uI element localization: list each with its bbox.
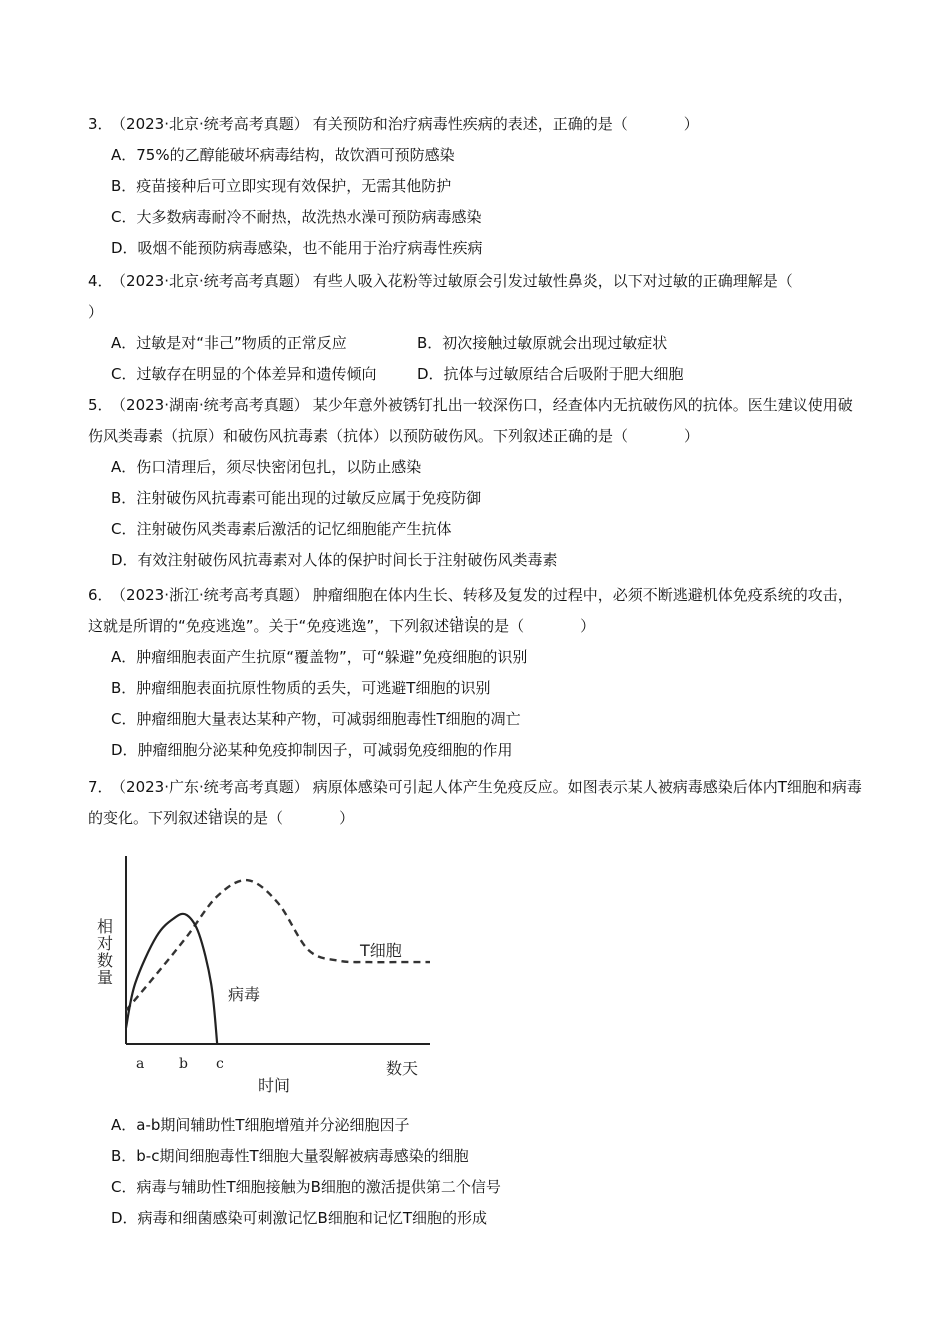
- stem-close: ）: [88, 303, 104, 321]
- stem-text-end: 的是（: [479, 617, 525, 635]
- stem-close: ）: [580, 617, 596, 635]
- question-source: （2023·湖南·统考高考真题）: [118, 396, 309, 414]
- stem-text: 病原体感染可引起人体产生免疫反应。如图表示某人被病毒感染后体内T细胞和病毒的变化。下列叙述: [88, 778, 862, 827]
- question-source: （2023·北京·统考高考真题）: [118, 272, 309, 290]
- option-d[interactable]: D．有效注射破伤风抗毒素对人体的保护时间长于注射破伤风类毒素: [111, 551, 558, 569]
- y-axis-label-char: 量: [97, 968, 114, 987]
- option-c[interactable]: C．大多数病毒耐冷不耐热，故洗热水澡可预防病毒感染: [111, 208, 482, 226]
- stem-text: 肿瘤细胞在体内生长、转移及复发的过程中，必须不断逃避机体免疫系统的攻击，这就是所谓的“免疫逃逸”。关于“免疫逃逸”，下列叙述: [88, 586, 853, 635]
- option-a[interactable]: A．肿瘤细胞表面产生抗原“覆盖物”，可“躲避”免疫细胞的识别: [111, 648, 528, 666]
- option-c[interactable]: C．病毒与辅助性T细胞接触为B细胞的激活提供第二个信号: [111, 1178, 501, 1196]
- y-axis-label-char: 对: [97, 934, 114, 953]
- question-6: [88, 580, 863, 766]
- emphasis-char: 错: [449, 617, 465, 635]
- stem-close: ）: [339, 809, 355, 827]
- question-stem: [88, 266, 863, 328]
- option-a[interactable]: A．过敏是对“非己”物质的正常反应: [111, 334, 347, 352]
- x-tick-b: b: [179, 1056, 188, 1072]
- option-c[interactable]: C．过敏存在明显的个体差异和遗传倾向: [111, 365, 377, 383]
- y-axis-label: [97, 917, 113, 987]
- stem-text-end: 的是（: [238, 809, 284, 827]
- emphasis-char: 误: [464, 617, 480, 635]
- option-b[interactable]: B．b-c期间细胞毒性T细胞大量裂解被病毒感染的细胞: [111, 1147, 469, 1165]
- option-b[interactable]: B．初次接触过敏原就会出现过敏症状: [417, 334, 668, 352]
- series-virus-line: [126, 914, 217, 1044]
- stem-text: 有些人吸入花粉等过敏原会引发过敏性鼻炎，以下对过敏的正确理解是（: [312, 272, 793, 290]
- question-7-options: [88, 1110, 863, 1234]
- tcell-virus-chart: [90, 848, 440, 1108]
- question-7: [88, 772, 863, 834]
- question-stem: [88, 580, 863, 642]
- question-number: 6．: [88, 586, 113, 604]
- stem-close: ）: [684, 427, 700, 445]
- stem-text: 有关预防和治疗病毒性疾病的表述，正确的是（: [312, 115, 628, 133]
- option-b[interactable]: B．注射破伤风抗毒素可能出现的过敏反应属于免疫防御: [111, 489, 482, 507]
- option-row: [111, 328, 863, 359]
- option-a[interactable]: A．75%的乙醇能破坏病毒结构，故饮酒可预防感染: [111, 146, 455, 164]
- stem-close: ）: [683, 115, 699, 133]
- option-d[interactable]: D．抗体与过敏原结合后吸附于肥大细胞: [417, 365, 684, 383]
- question-source: （2023·浙江·统考高考真题）: [118, 586, 309, 604]
- x-end-label: 数天: [386, 1059, 419, 1078]
- question-source: （2023·广东·统考高考真题）: [118, 778, 309, 796]
- x-tick-c: c: [216, 1056, 224, 1072]
- question-number: 5．: [88, 396, 113, 414]
- emphasis-char: 误: [223, 809, 239, 827]
- question-4: [88, 266, 863, 390]
- question-stem: [88, 109, 863, 140]
- question-number: 4．: [88, 272, 113, 290]
- question-5: [88, 390, 863, 576]
- series-label-virus: 病毒: [228, 985, 261, 1004]
- series-label-tcell: T细胞: [360, 941, 402, 960]
- option-a[interactable]: A．a-b期间辅助性T细胞增殖并分泌细胞因子: [111, 1116, 410, 1134]
- question-stem: [88, 390, 863, 452]
- y-axis-label-char: 相: [97, 917, 114, 936]
- option-d[interactable]: D．吸烟不能预防病毒感染，也不能用于治疗病毒性疾病: [111, 239, 483, 257]
- question-number: 3．: [88, 115, 113, 133]
- option-c[interactable]: C．注射破伤风类毒素后激活的记忆细胞能产生抗体: [111, 520, 452, 538]
- question-stem: [88, 772, 863, 834]
- question-source: （2023·北京·统考高考真题）: [118, 115, 309, 133]
- emphasis-char: 错: [208, 809, 224, 827]
- question-3: [88, 109, 863, 264]
- option-b[interactable]: B．肿瘤细胞表面抗原性物质的丢失，可逃避T细胞的识别: [111, 679, 491, 697]
- option-d[interactable]: D．肿瘤细胞分泌某种免疫抑制因子，可减弱免疫细胞的作用: [111, 741, 513, 759]
- y-axis-label-char: 数: [97, 951, 114, 970]
- question-number: 7．: [88, 778, 113, 796]
- option-d[interactable]: D．病毒和细菌感染可刺激记忆B细胞和记忆T细胞的形成: [111, 1209, 488, 1227]
- option-c[interactable]: C．肿瘤细胞大量表达某种产物，可减弱细胞毒性T细胞的凋亡: [111, 710, 521, 728]
- stem-text: 某少年意外被锈钉扎出一较深伤口，经查体内无抗破伤风的抗体。医生建议使用破伤风类毒素（抗原）和破伤风抗毒素（抗体）以预防破伤风。下列叙述正确的是（: [88, 396, 853, 445]
- x-axis-label: 时间: [258, 1076, 291, 1095]
- option-a[interactable]: A．伤口清理后，须尽快密闭包扎，以防止感染: [111, 458, 422, 476]
- option-row: [111, 359, 863, 390]
- x-tick-a: a: [136, 1056, 145, 1072]
- option-b[interactable]: B．疫苗接种后可立即实现有效保护，无需其他防护: [111, 177, 452, 195]
